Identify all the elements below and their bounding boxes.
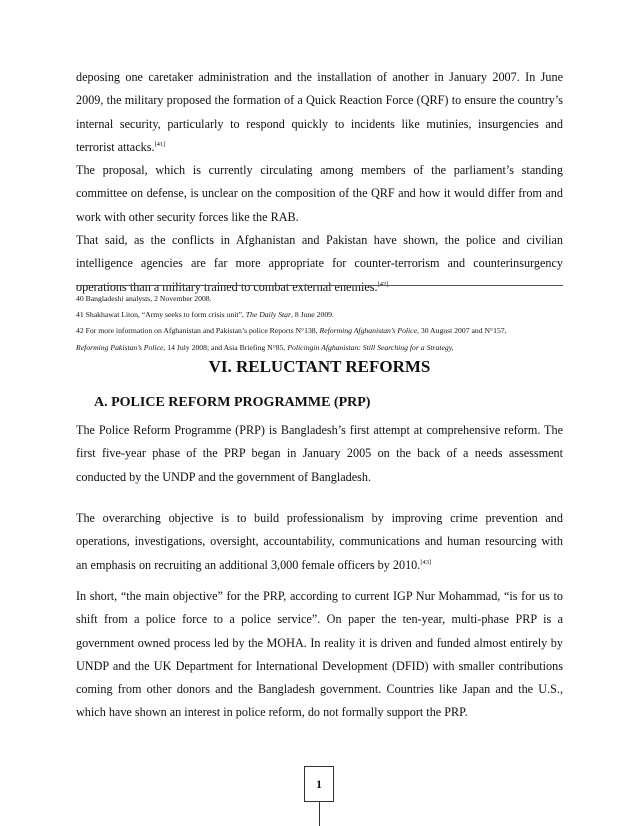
body-paragraph-1 [76, 419, 563, 489]
subsection-heading: A. POLICE REFORM PROGRAMME (PRP) [94, 395, 371, 410]
footnote-41: 41 Shakhawat Liton, “Army seeks to form crisis unit”, The Daily Star, 8 June 2009. [76, 310, 334, 320]
footnote-ref[interactable]: [43] [420, 558, 432, 566]
body-paragraph-2 [76, 507, 563, 577]
footnote-ref[interactable]: [41] [154, 140, 166, 148]
page-number: 1 [304, 766, 334, 802]
paragraph [76, 229, 563, 299]
section-heading: VI. RELUCTANT REFORMS [208, 357, 431, 376]
footnote-divider [76, 285, 563, 286]
footnote-ref[interactable]: [42] [377, 280, 389, 288]
top-text-block [76, 66, 563, 299]
footnotes [76, 291, 566, 356]
paragraph-text: deposing one caretaker administration and the installation of another in January 2007. In June 2009, the military proposed the formation of a Quick Reaction Force (QRF) to ensure the country’s internal security, particularly to respond quickly to incidents like mutinies, insurgencies and terrorist attacks. [76, 70, 563, 154]
footnote-42: 42 For more information on Afghanistan and Pakistan’s police Reports N°138, Reforming Afghanistan’s Police, 30 August 2007 and N°157, [76, 326, 507, 336]
paragraph-text: The overarching objective is to build professionalism by improving crime prevention and operations, investigations, oversight, accountability, communications and human resourcing with an emphasis on recruiting an additional 3,000 female officers by 2010. [76, 511, 563, 572]
paragraph-text: The Police Reform Programme (PRP) is Bangladesh’s first attempt at comprehensive reform. The first five-year phase of the PRP began in January 2005 on the back of a needs assessment conducted by the UNDP and the government of Bangladesh. [76, 423, 563, 484]
body-paragraph-3 [76, 585, 563, 725]
paragraph-text: That said, as the conflicts in Afghanistan and Pakistan have shown, the police and civilian intelligence agencies are far more appropriate for counter-terrorism and counterinsurgency operations than a military trained to combat external enemies. [76, 233, 563, 294]
paragraph-text: In short, “the main objective” for the PRP, according to current IGP Nur Mohammad, “is for us to shift from a police force to a police service”. On paper the ten-year, multi-phase PRP is a government owned process led by the MOHA. In reality it is driven and funded almost entirely by UNDP and the UK Department for International Development (DFID) with smaller contributions coming from other donors and the Bangladesh government. Countries like Japan and the U.S., which have shown an interest in police reform, do not formally support the PRP. [76, 589, 563, 720]
paragraph [76, 159, 563, 229]
paragraph [76, 66, 563, 159]
footnote-42-continued: Reforming Pakistan’s Police, 14 July 2008; and Asia Briefing N°85, Policingin Afghanistan: Still Searching for a Strategy, [76, 342, 454, 352]
page-number-line [319, 802, 320, 826]
paragraph-text: The proposal, which is currently circulating among members of the parliament’s standing committee on defense, is unclear on the composition of the QRF and how it would differ from and work with other security forces like the RAB. [76, 163, 563, 224]
footnote-40: 40 Bangladeshi analysts, 2 November 2008. [76, 294, 212, 303]
